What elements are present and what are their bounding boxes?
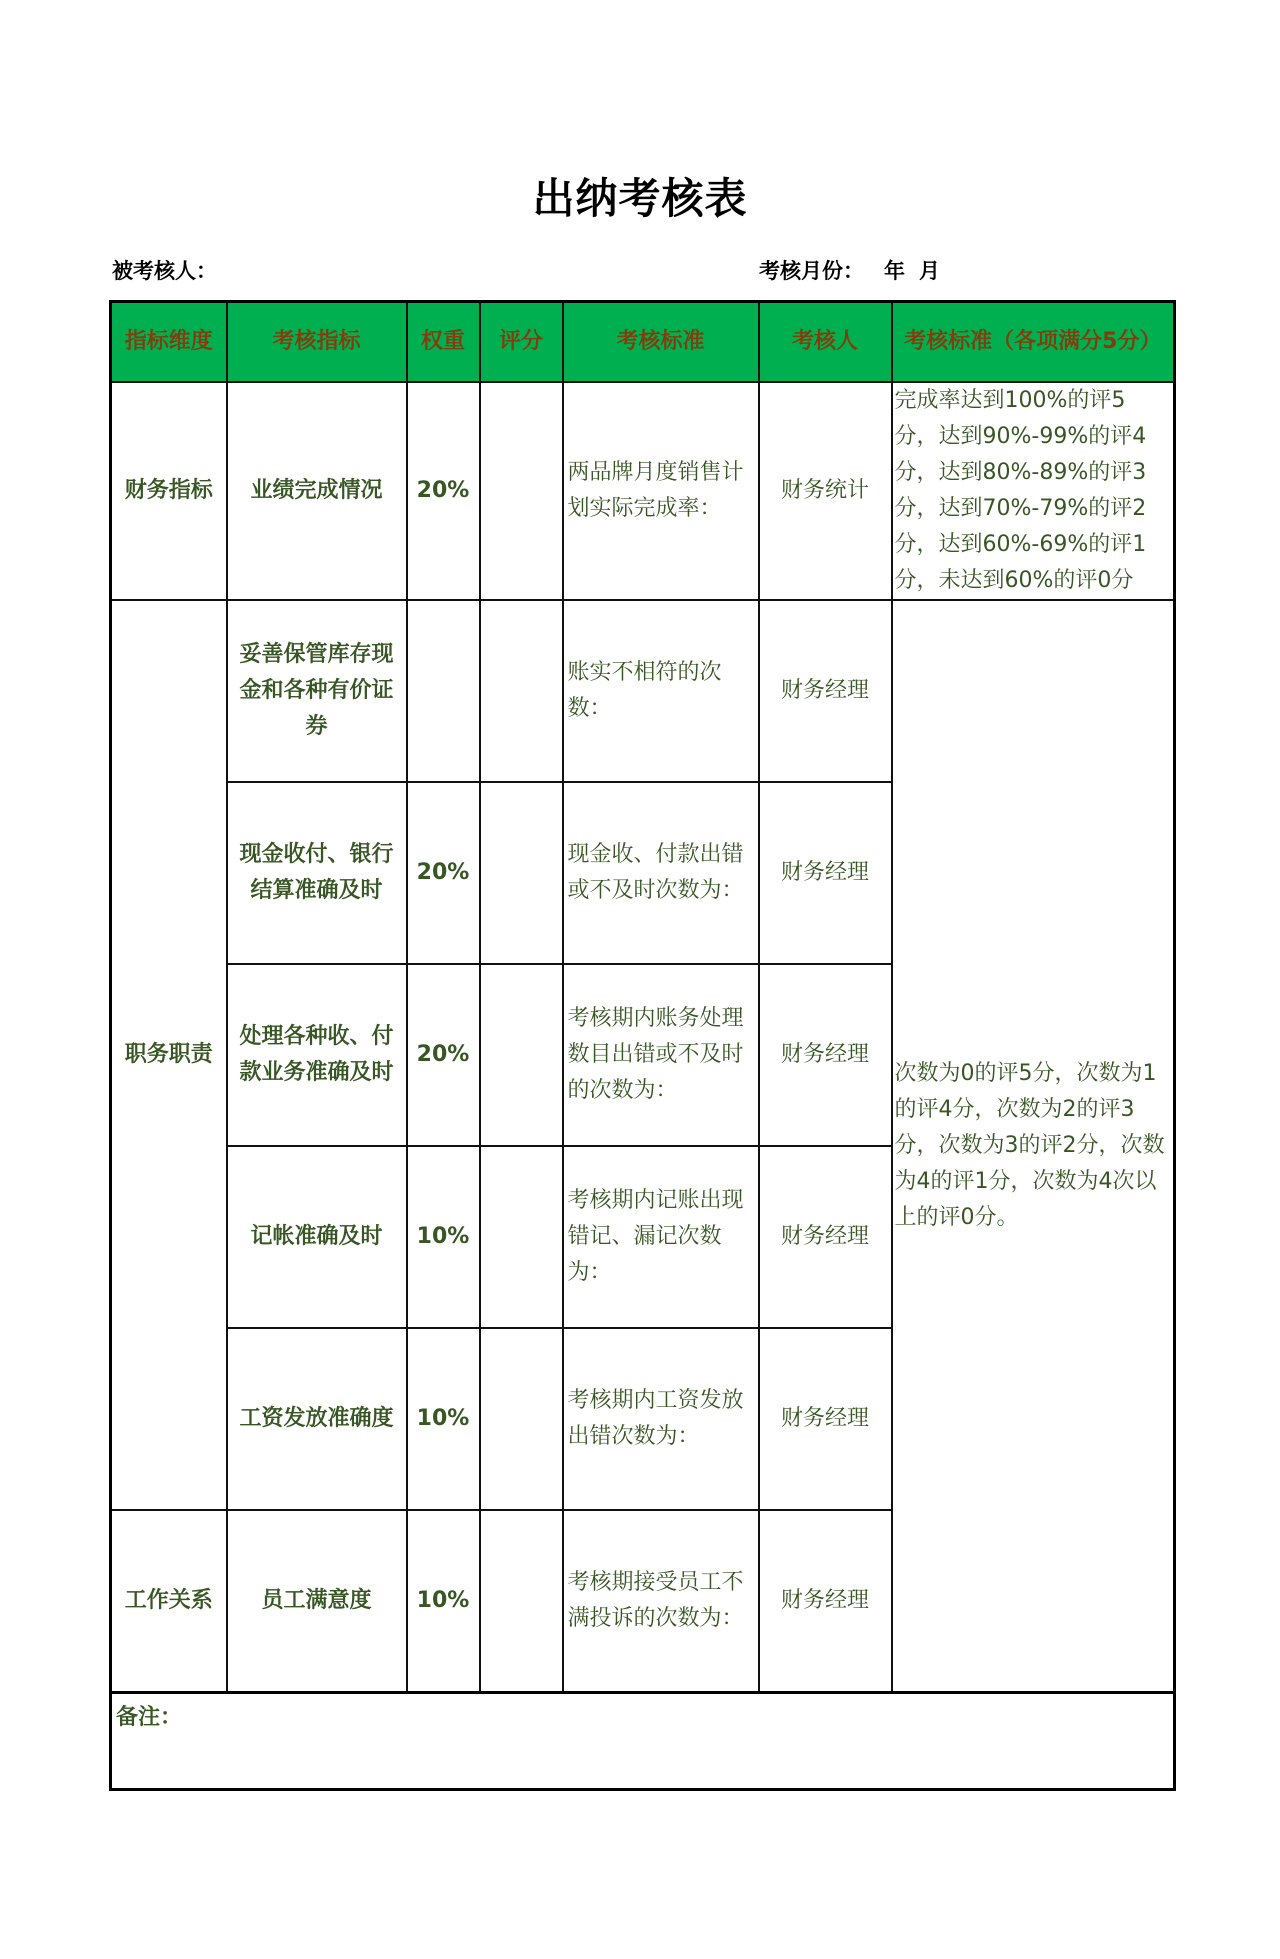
score-cell[interactable]: [480, 600, 563, 782]
weight-cell: 10%: [407, 1510, 480, 1693]
assessor-cell: 财务经理: [759, 782, 892, 964]
indicator-cell: 业绩完成情况: [227, 382, 407, 600]
weight-cell: 20%: [407, 382, 480, 600]
remark-row: [111, 1693, 1175, 1790]
assessment-month: [759, 255, 940, 285]
header-weight: 权重: [407, 302, 480, 383]
dimension-cell: 工作关系: [111, 1510, 227, 1693]
criteria-cell: 完成率达到100%的评5分，达到90%-99%的评4分，达到80%-89%的评3分，达到70%-79%的评2分，达到60%-69%的评1分，未达到60%的评0分: [892, 382, 1175, 600]
weight-cell: 20%: [407, 782, 480, 964]
year-unit: 年: [884, 259, 905, 283]
score-cell[interactable]: [480, 1146, 563, 1328]
score-cell[interactable]: [480, 782, 563, 964]
dimension-cell: 职务职责: [111, 600, 227, 1510]
criteria-cell: 次数为0的评5分，次数为1的评4分，次数为2的评3分，次数为3的评2分，次数为4的评1分，次数为4次以上的评0分。: [892, 600, 1175, 1693]
standard-cell: 现金收、付款出错或不及时次数为：: [563, 782, 759, 964]
table-row: [111, 600, 1175, 782]
indicator-cell: 处理各种收、付款业务准确及时: [227, 964, 407, 1146]
month-unit: 月: [919, 259, 940, 283]
indicator-cell: 现金收付、银行结算准确及时: [227, 782, 407, 964]
header-assessor: 考核人: [759, 302, 892, 383]
weight-cell: 10%: [407, 1146, 480, 1328]
score-cell[interactable]: [480, 964, 563, 1146]
weight-cell: 10%: [407, 1328, 480, 1510]
assessment-table: [109, 300, 1176, 1791]
assessor-cell: 财务经理: [759, 600, 892, 782]
month-label: 考核月份：: [759, 259, 864, 283]
table-header-row: [111, 302, 1175, 383]
header-criteria: 考核标准（各项满分5分）: [892, 302, 1175, 383]
weight-cell: [407, 600, 480, 782]
indicator-cell: 工资发放准确度: [227, 1328, 407, 1510]
standard-cell: 考核期接受员工不满投诉的次数为：: [563, 1510, 759, 1693]
remark-cell[interactable]: 备注：: [111, 1693, 1175, 1790]
assessee-label: 被考核人：: [112, 259, 217, 283]
standard-cell: 考核期内记账出现错记、漏记次数为：: [563, 1146, 759, 1328]
indicator-cell: 妥善保管库存现金和各种有价证券: [227, 600, 407, 782]
header-score: 评分: [480, 302, 563, 383]
page-title: 出纳考核表: [532, 174, 748, 223]
indicator-cell: 员工满意度: [227, 1510, 407, 1693]
header-standard: 考核标准: [563, 302, 759, 383]
standard-cell: 考核期内账务处理数目出错或不及时的次数为：: [563, 964, 759, 1146]
header-indicator: 考核指标: [227, 302, 407, 383]
assessor-cell: 财务经理: [759, 1510, 892, 1693]
assessor-cell: 财务统计: [759, 382, 892, 600]
assessor-cell: 财务经理: [759, 1146, 892, 1328]
indicator-cell: 记帐准确及时: [227, 1146, 407, 1328]
standard-cell: 账实不相符的次数：: [563, 600, 759, 782]
score-cell[interactable]: [480, 1328, 563, 1510]
header-dimension: 指标维度: [111, 302, 227, 383]
dimension-cell: 财务指标: [111, 382, 227, 600]
standard-cell: 考核期内工资发放出错次数为：: [563, 1328, 759, 1510]
standard-cell: 两品牌月度销售计划实际完成率：: [563, 382, 759, 600]
score-cell[interactable]: [480, 1510, 563, 1693]
table-row: [111, 382, 1175, 600]
score-cell[interactable]: [480, 382, 563, 600]
assessor-cell: 财务经理: [759, 1328, 892, 1510]
assessor-cell: 财务经理: [759, 964, 892, 1146]
weight-cell: 20%: [407, 964, 480, 1146]
